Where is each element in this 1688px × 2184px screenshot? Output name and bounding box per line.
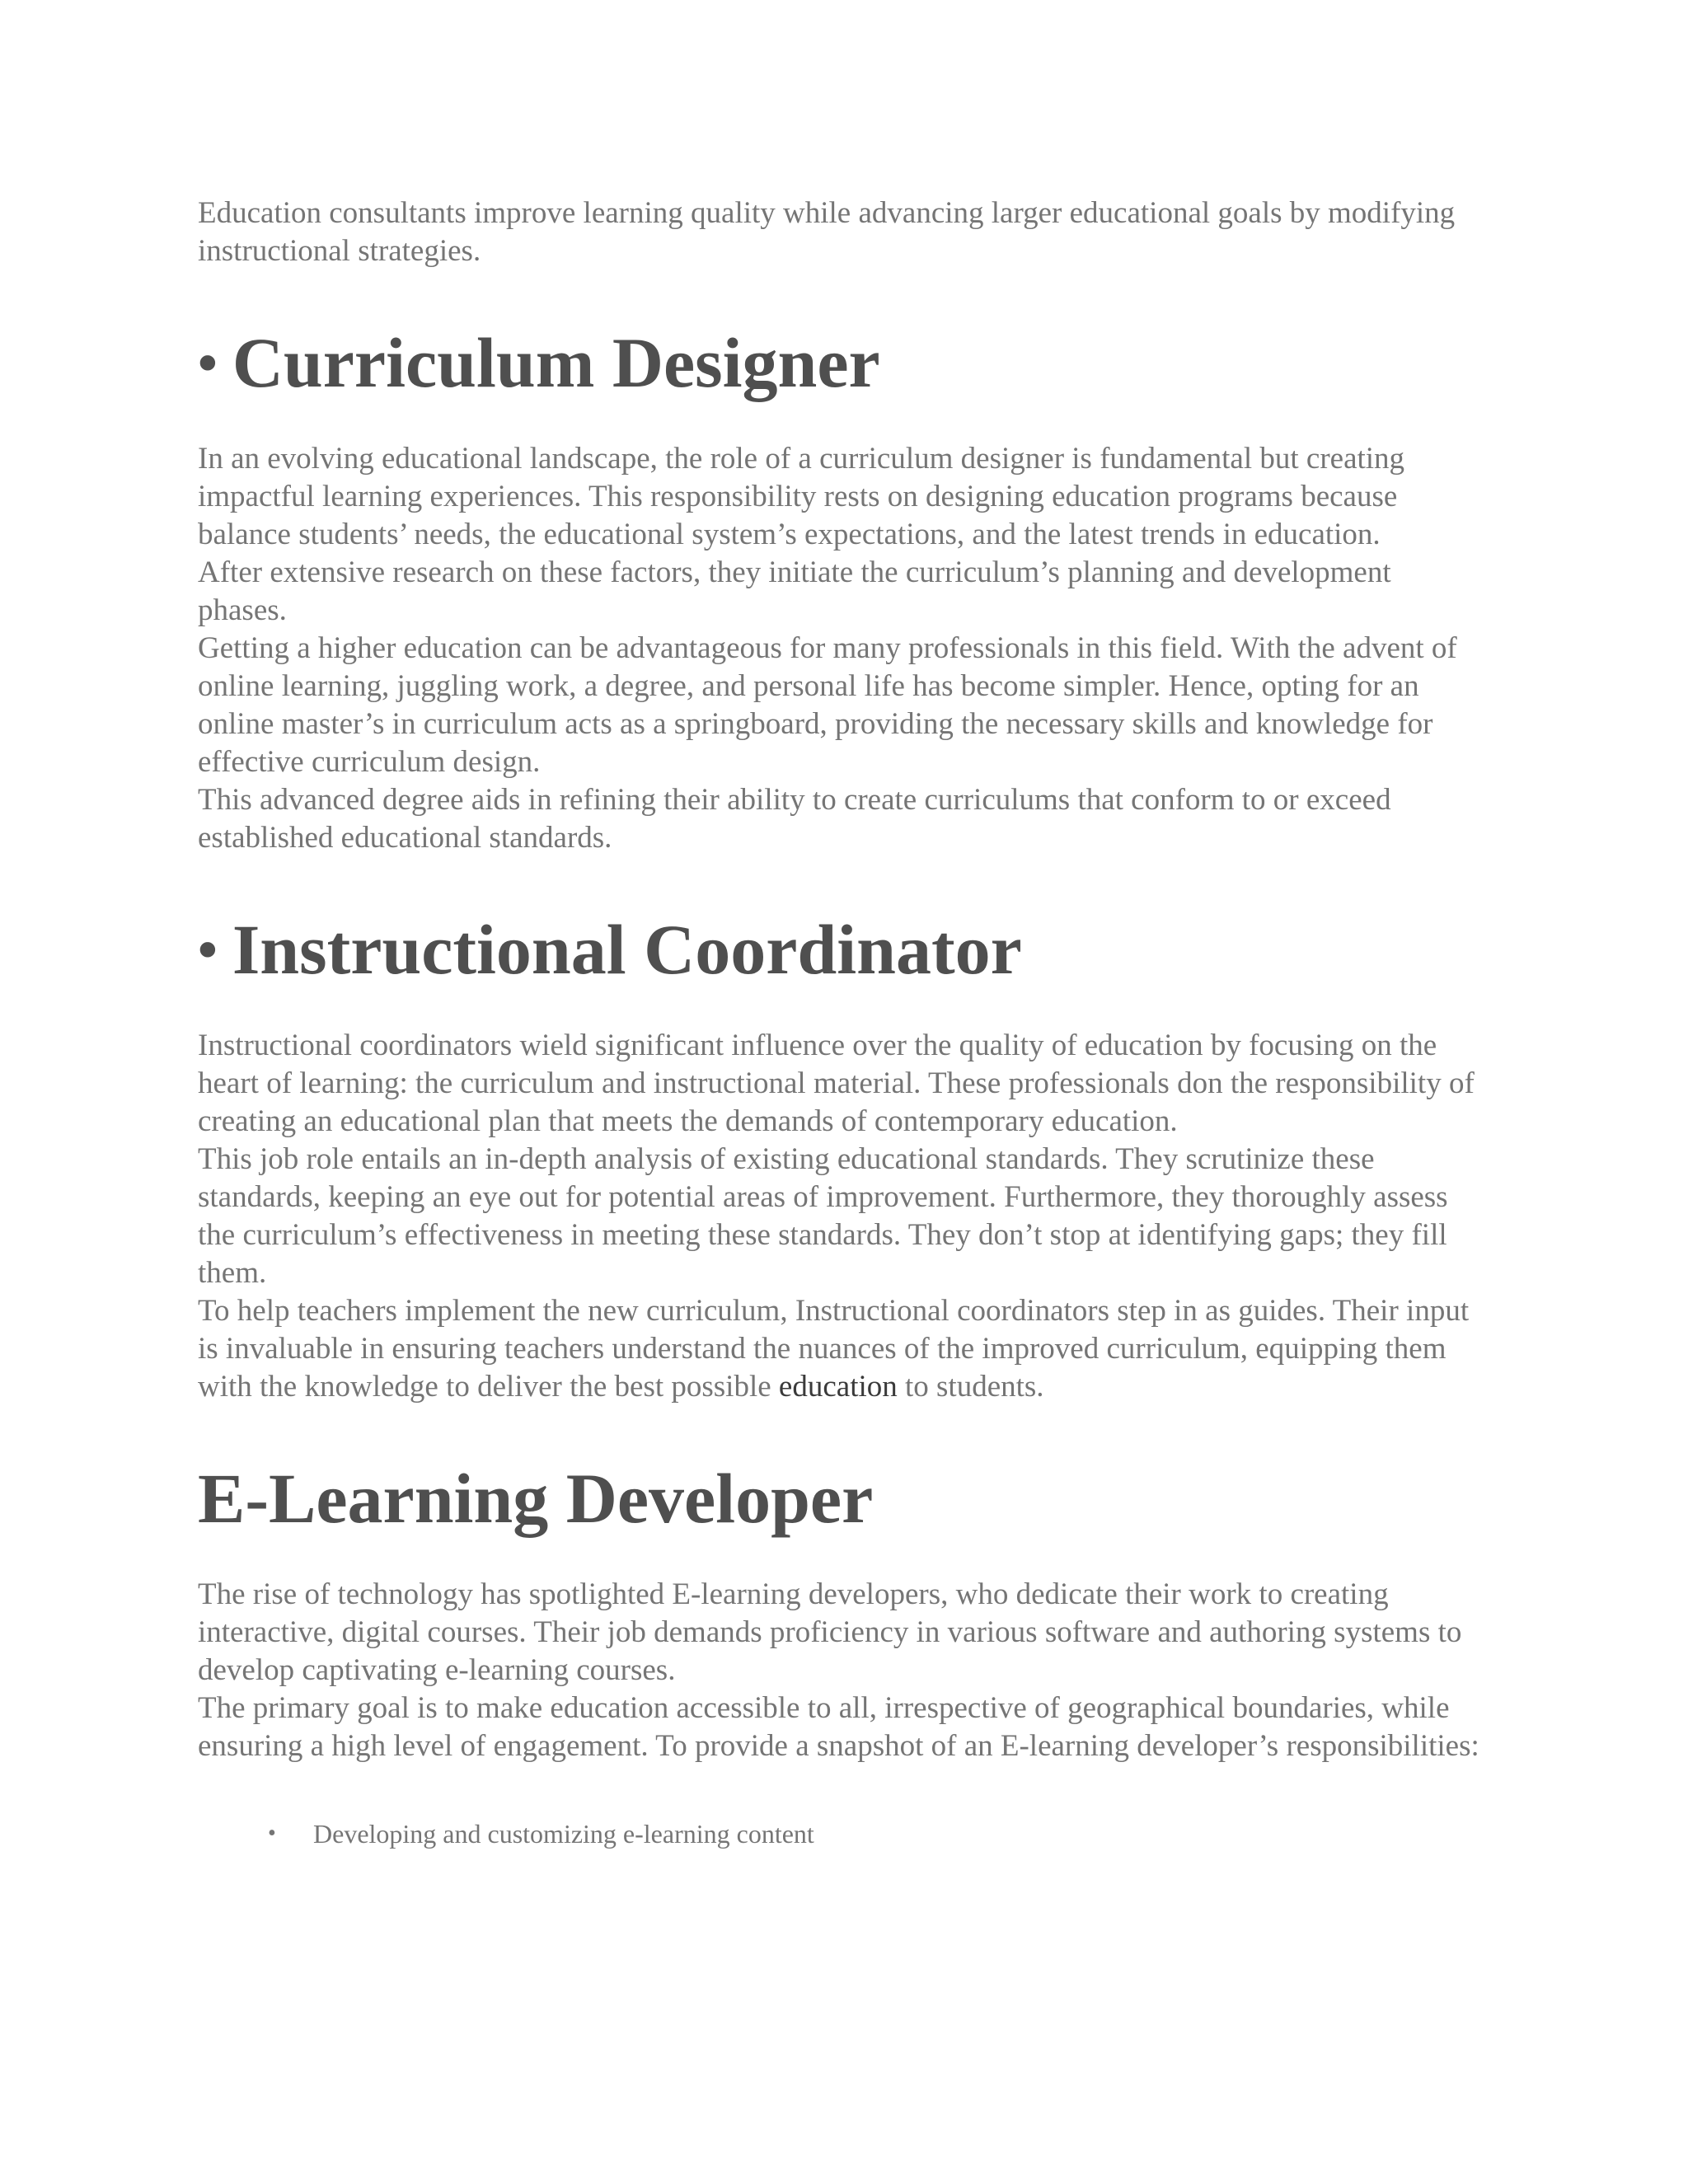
paragraph: After extensive research on these factors, they initiate the curriculum’s planning and development phases. bbox=[198, 555, 1391, 627]
section-e-learning-developer bbox=[198, 1457, 1484, 1853]
paragraph: This job role entails an in-depth analysis of existing educational standards. They scrutinize these standards, keeping an eye out for potential areas of improvement. Furthermore, they thoroughly assess the curriculum’s effectiveness in meeting these standards. They don’t stop at identifying gaps; they fill them. bbox=[198, 1142, 1448, 1290]
intro-paragraph: Education consultants improve learning quality while advancing larger educational goals by modifying instructional strategies. bbox=[198, 196, 1456, 268]
paragraph: The primary goal is to make education accessible to all, irrespective of geographical boundaries, while ensuring a high level of engagement. To provide a snapshot of an E-learning developer’s responsibilities: bbox=[198, 1691, 1479, 1763]
bullet-icon: • bbox=[198, 918, 218, 981]
bullet-icon: • bbox=[198, 331, 218, 394]
heading-text: E-Learning Developer bbox=[198, 1459, 874, 1538]
paragraph: Getting a higher education can be advantageous for many professionals in this field. With the advent of online learning, juggling work, a degree, and personal life has become simpler. Hence, opting for an online master’s in curriculum acts as a springboard, providing the necessary skills and knowledge for effective curriculum design. bbox=[198, 631, 1457, 779]
section-curriculum-designer bbox=[198, 321, 1484, 857]
paragraph: The rise of technology has spotlighted E-learning developers, who dedicate their work to creating interactive, digital courses. Their job demands proficiency in various software and authoring systems to develop captivating e-learning courses. bbox=[198, 1577, 1462, 1687]
paragraph bbox=[198, 1292, 1484, 1406]
responsibilities-list bbox=[198, 1815, 1484, 1853]
paragraph: In an evolving educational landscape, the role of a curriculum designer is fundamental but creating impactful learning experiences. This responsibility rests on designing education programs because balance students’ needs, the educational system’s expectations, and the latest trends in education. bbox=[198, 442, 1405, 551]
section-heading bbox=[198, 908, 1484, 991]
section-heading bbox=[198, 321, 1484, 404]
list-item-text: Developing and customizing e-learning content bbox=[313, 1819, 814, 1849]
paragraph: This advanced degree aids in refining their ability to create curriculums that conform to or exceed established educational standards. bbox=[198, 783, 1391, 855]
section-instructional-coordinator bbox=[198, 908, 1484, 1406]
heading-text: Curriculum Designer bbox=[232, 323, 880, 402]
paragraph-text: To help teachers implement the new curriculum, Instructional coordinators step in as guides. Their input is invaluable in ensuring teachers understand the nuances of the improved curriculum, equipping them with the knowledge to deliver the best possible bbox=[198, 1294, 1470, 1404]
education-link[interactable]: education bbox=[778, 1370, 898, 1404]
heading-text: Instructional Coordinator bbox=[232, 910, 1022, 989]
section-heading bbox=[198, 1457, 1484, 1540]
bullet-icon: • bbox=[268, 1821, 276, 1846]
list-item bbox=[268, 1815, 1484, 1853]
paragraph: Instructional coordinators wield significant influence over the quality of education by focusing on the heart of learning: the curriculum and instructional material. These professionals don the responsibility of creating an educational plan that meets the demands of contemporary education. bbox=[198, 1029, 1475, 1138]
paragraph-text: to students. bbox=[897, 1370, 1044, 1404]
document-content bbox=[198, 194, 1484, 1904]
